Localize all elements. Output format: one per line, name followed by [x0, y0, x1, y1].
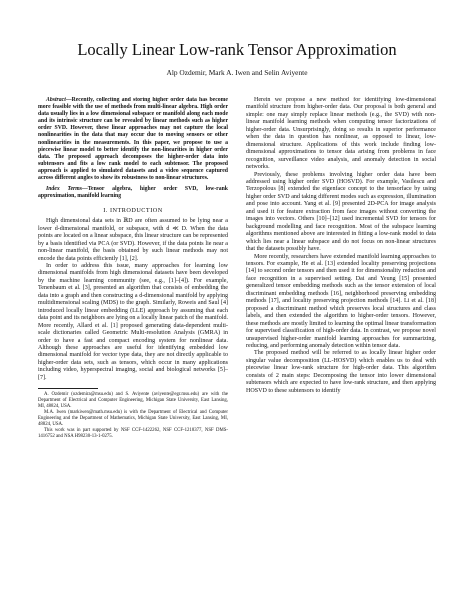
- index-terms-text: —Tensor algebra, higher order SVD, low-rank approximation, manifold learning: [38, 186, 228, 200]
- paper-title: Locally Linear Low-rank Tensor Approximation: [77, 40, 397, 59]
- right-paragraph-1: Herein we propose a new method for identifying low-dimensional manifold structure from higher-order data. Our proposal is both general and simple: one may simply replace linear methods (e.g., the SVD) with non-linear manifold learning methods when computing tensor factorizations of higher-order data. Unsurprisingly, doing so results in superior performance when the data in question has nonlinear, as opposed to linear, low-dimensional structure. Applications of this work include finding low-dimensional approximations to tensor data arising from problems in face recognition, surveillance video analysis, and anomaly detection in social networks.: [246, 97, 436, 171]
- left-column: [38, 97, 228, 597]
- body-columns: [38, 97, 436, 597]
- intro-paragraph-2: In order to address this issue, many approaches for learning low dimensional manifolds from high dimensional datasets have been developed by the machine learning community (see, e.g., [1]–[4]). For example, Tenenbaum et al. [3], presented an algorithm that consists of embedding the data into a graph and then constructing a d-dimensional manifold by applying multidimensional scaling (MDS) to the graph. Similarly, Roweis and Saul [4] introduced locally linear embedding (LLE) approach by assuming that each data point and its neighbors are lying on a locally linear patch of the manifold. More recently, Allard et al. [1] proposed generating data-dependent multi-scale dictionaries called Geometric Multi-resolution Analysis (GMRA) in order to have a fast and compact encoding system for nonlinear data. Although these approaches are useful for identifying embedded low dimensional manifold for vector type data, they are not directly applicable to higher-order data sets, such as tensors, which occur in many applications including video, hyperspectral imaging, social and biological networks [5]–[7].: [38, 263, 228, 381]
- footnote-1: A. Ozdemir (ozdemira@msu.edu) and S. Aviyente (aviyente@egr.msu.edu) are with the Department of Electrical and Computer Engineering, Michigan State University, East Lansing, MI, 48824, USA.: [38, 392, 228, 410]
- right-paragraph-3: More recently, researchers have extended manifold learning approaches to tensors. For example, He et al. [13] extended locality preserving projections [14] to second order tensors and then used it for dimensionality reduction and face recognition in a supervised setting. Dai and Yeung [15] presented generalized tensor embedding methods such as the tensor extension of local discriminant embedding methods [16], neighborhood preserving embedding methods [17], and locality preserving projection methods [14]. Li et al. [18] proposed a discriminant method which preserves local structures and class labels, and then extended the algorithm to higher-order tensors. However, these methods are mostly limited to learning the optimal linear transformation for supervised classification of high-order data. In contrast, we propose novel unsupervised higher-order manifold learning approaches for summarizing, reducing, and performing anomaly detection within tensor data.: [246, 253, 436, 349]
- footnote-rule: [38, 388, 98, 389]
- right-paragraph-4: The proposed method will be referred to as locally linear higher order singular value decomposition (LL-HOSVD) which enables us to deal with piecewise linear low-rank structure for high-order data. This algorithm consists of 2 main steps: Decomposing the tensor into lower dimensional subtensors which are expected to have low-rank structure, and then applying HOSVD to these subtensors to identify: [246, 350, 436, 394]
- footnote-3: This work was in part supported by NSF CCF-1422262, NSF CCF-1218377, NSF DMS-1416752 and NSA H98230-13-1-0275.: [38, 427, 228, 439]
- section-heading: I. INTRODUCTION: [103, 207, 163, 215]
- intro-paragraph-1: High dimensional data sets in ℝD are often assumed to be lying near a lower d-dimensional manifold, or subspace, with d ≪ D. When the data points are located on a linear subspace, this linear structure can be represented by a basis identified via PCA (or SVD). However, if the data points lie near a non-linear manifold, the basis obtained by such linear methods may not encode the data points efficiently [1], [2].: [38, 218, 228, 262]
- abstract-lead: Abstract: [46, 97, 66, 103]
- abstract-text: —Recently, collecting and storing higher order data has become more feasible with the use of methods from multi-linear algebra. High order data usually lies in a low dimensional subspace or manifold along each mode and its intrinsic structure can be revealed by linear methods such as higher order SVD. However, these linear approaches may not capture the local nonlinearities in the data that may occur due to moving sensors or other nonlinearities in the measurements. In this paper, we propose to use a piecewise linear model to better identify the non-linearities in higher order data. The proposed approach decomposes the higher-order data into subtensors and fits a low rank model to each subtensor. The proposed approach is applied to simulated datasets and a video sequence captured across different angles to show its robustness to non-linear structures.: [38, 97, 228, 182]
- index-terms: [38, 186, 228, 200]
- author-line: Alp Ozdemir, Mark A. Iwen and Selin Aviyente: [166, 68, 308, 77]
- index-terms-lead: Index Terms: [46, 186, 82, 193]
- right-paragraph-2: Previously, these problems involving higher order data have been addressed using higher order SVD (HOSVD). For example, Vasilescu and Terzopolous [8] extended the eigenface concept to the tensorface by using higher order SVD and taking different modes such as expression, illumination and pose into account. Yang et al. [9] presented 2D-PCA for image analysis and used it for feature extraction from face images without converting the images into vectors. Others [10]–[12] used incremental SVD for tensors for background modelling and face recognition. Most of the subspace learning algorithms mentioned above are interested in fitting a low-rank model to data which lies near a linear subspace and do not focus on non-linear structures that the datasets possibly have.: [246, 171, 436, 253]
- abstract: [38, 97, 228, 182]
- footnote-2: M.A. Iwen (markiwen@math.msu.edu) is with the Department of Electrical and Computer Engineering and the Department of Mathematics, Michigan State University, East Lansing, MI, 48824, USA.: [38, 410, 228, 427]
- right-column: [246, 97, 436, 597]
